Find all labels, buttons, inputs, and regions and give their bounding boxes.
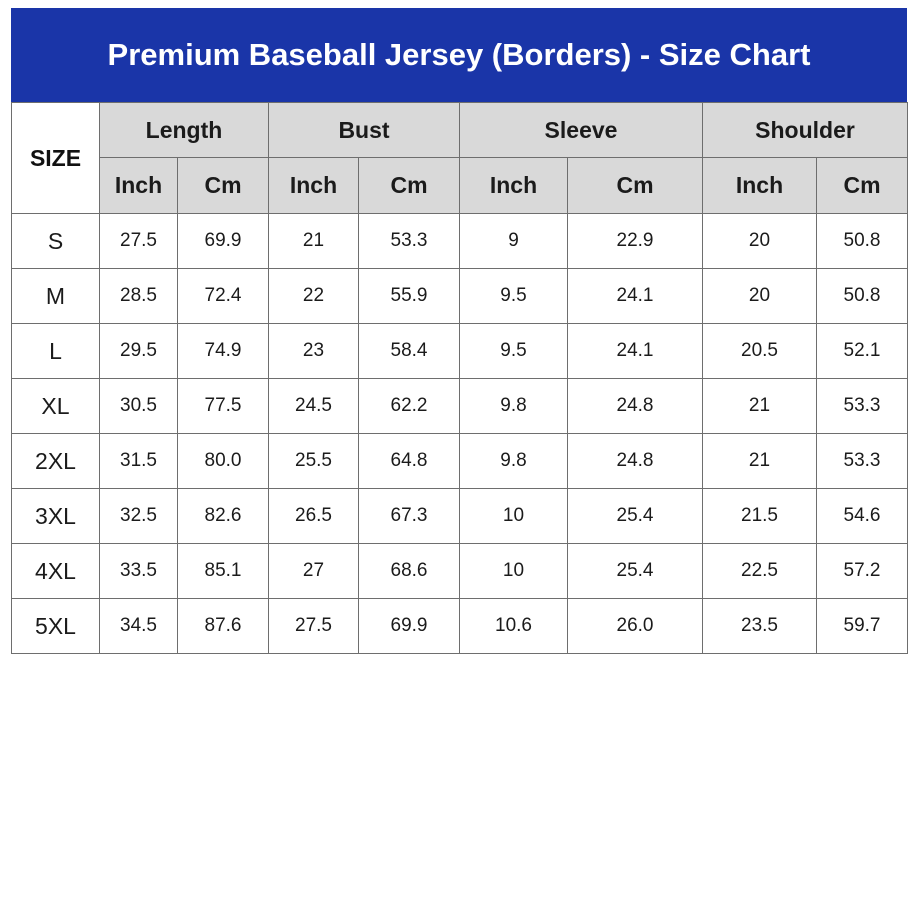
measurement-cell: 10.6 (460, 599, 568, 654)
measurement-cell: 24.1 (568, 269, 703, 324)
measurement-cell: 69.9 (178, 214, 269, 269)
measurement-cell: 82.6 (178, 489, 269, 544)
measurement-cell: 28.5 (100, 269, 178, 324)
unit-header: Cm (817, 158, 908, 214)
measurement-cell: 64.8 (359, 434, 460, 489)
size-cell: L (12, 324, 100, 379)
measurement-cell: 22 (269, 269, 359, 324)
table-row (12, 379, 908, 434)
table-row (12, 599, 908, 654)
measurement-cell: 77.5 (178, 379, 269, 434)
size-cell: XL (12, 379, 100, 434)
measurement-cell: 27 (269, 544, 359, 599)
measurement-cell: 69.9 (359, 599, 460, 654)
measurement-cell: 20 (703, 269, 817, 324)
measurement-cell: 59.7 (817, 599, 908, 654)
measurement-cell: 21 (269, 214, 359, 269)
size-cell: 4XL (12, 544, 100, 599)
size-column-header: SIZE (12, 103, 100, 214)
table-row (12, 269, 908, 324)
group-header-length: Length (100, 103, 269, 158)
measurement-cell: 21.5 (703, 489, 817, 544)
unit-header: Inch (269, 158, 359, 214)
unit-header-row (12, 158, 908, 214)
measurement-cell: 67.3 (359, 489, 460, 544)
measurement-cell: 24.8 (568, 379, 703, 434)
unit-header: Inch (100, 158, 178, 214)
measurement-cell: 9.8 (460, 379, 568, 434)
measurement-cell: 72.4 (178, 269, 269, 324)
measurement-cell: 33.5 (100, 544, 178, 599)
group-header-row (12, 103, 908, 158)
group-header-shoulder: Shoulder (703, 103, 908, 158)
measurement-cell: 27.5 (269, 599, 359, 654)
measurement-cell: 23 (269, 324, 359, 379)
measurement-cell: 54.6 (817, 489, 908, 544)
measurement-cell: 50.8 (817, 214, 908, 269)
measurement-cell: 26.5 (269, 489, 359, 544)
measurement-cell: 87.6 (178, 599, 269, 654)
measurement-cell: 10 (460, 489, 568, 544)
measurement-cell: 30.5 (100, 379, 178, 434)
unit-header: Cm (359, 158, 460, 214)
unit-header: Inch (460, 158, 568, 214)
measurement-cell: 27.5 (100, 214, 178, 269)
group-header-sleeve: Sleeve (460, 103, 703, 158)
measurement-cell: 25.5 (269, 434, 359, 489)
measurement-cell: 20.5 (703, 324, 817, 379)
table-row (12, 324, 908, 379)
measurement-cell: 23.5 (703, 599, 817, 654)
measurement-cell: 20 (703, 214, 817, 269)
unit-header: Cm (178, 158, 269, 214)
size-table (11, 102, 908, 654)
measurement-cell: 9.5 (460, 324, 568, 379)
measurement-cell: 57.2 (817, 544, 908, 599)
size-cell: 5XL (12, 599, 100, 654)
measurement-cell: 26.0 (568, 599, 703, 654)
measurement-cell: 24.5 (269, 379, 359, 434)
measurement-cell: 74.9 (178, 324, 269, 379)
measurement-cell: 85.1 (178, 544, 269, 599)
unit-header: Cm (568, 158, 703, 214)
chart-title: Premium Baseball Jersey (Borders) - Size Chart (11, 8, 907, 102)
measurement-cell: 68.6 (359, 544, 460, 599)
table-row (12, 214, 908, 269)
table-row (12, 434, 908, 489)
measurement-cell: 25.4 (568, 489, 703, 544)
measurement-cell: 50.8 (817, 269, 908, 324)
measurement-cell: 53.3 (817, 434, 908, 489)
table-row (12, 489, 908, 544)
measurement-cell: 24.1 (568, 324, 703, 379)
measurement-cell: 21 (703, 434, 817, 489)
measurement-cell: 10 (460, 544, 568, 599)
group-header-bust: Bust (269, 103, 460, 158)
size-cell: 3XL (12, 489, 100, 544)
measurement-cell: 80.0 (178, 434, 269, 489)
size-cell: M (12, 269, 100, 324)
measurement-cell: 52.1 (817, 324, 908, 379)
measurement-cell: 9 (460, 214, 568, 269)
measurement-cell: 62.2 (359, 379, 460, 434)
size-chart (11, 8, 907, 654)
measurement-cell: 29.5 (100, 324, 178, 379)
measurement-cell: 21 (703, 379, 817, 434)
measurement-cell: 25.4 (568, 544, 703, 599)
size-cell: S (12, 214, 100, 269)
measurement-cell: 9.5 (460, 269, 568, 324)
measurement-cell: 53.3 (359, 214, 460, 269)
measurement-cell: 22.9 (568, 214, 703, 269)
table-row (12, 544, 908, 599)
unit-header: Inch (703, 158, 817, 214)
measurement-cell: 32.5 (100, 489, 178, 544)
measurement-cell: 24.8 (568, 434, 703, 489)
table-body (12, 214, 908, 654)
measurement-cell: 58.4 (359, 324, 460, 379)
measurement-cell: 55.9 (359, 269, 460, 324)
measurement-cell: 9.8 (460, 434, 568, 489)
size-cell: 2XL (12, 434, 100, 489)
measurement-cell: 34.5 (100, 599, 178, 654)
measurement-cell: 22.5 (703, 544, 817, 599)
measurement-cell: 31.5 (100, 434, 178, 489)
measurement-cell: 53.3 (817, 379, 908, 434)
